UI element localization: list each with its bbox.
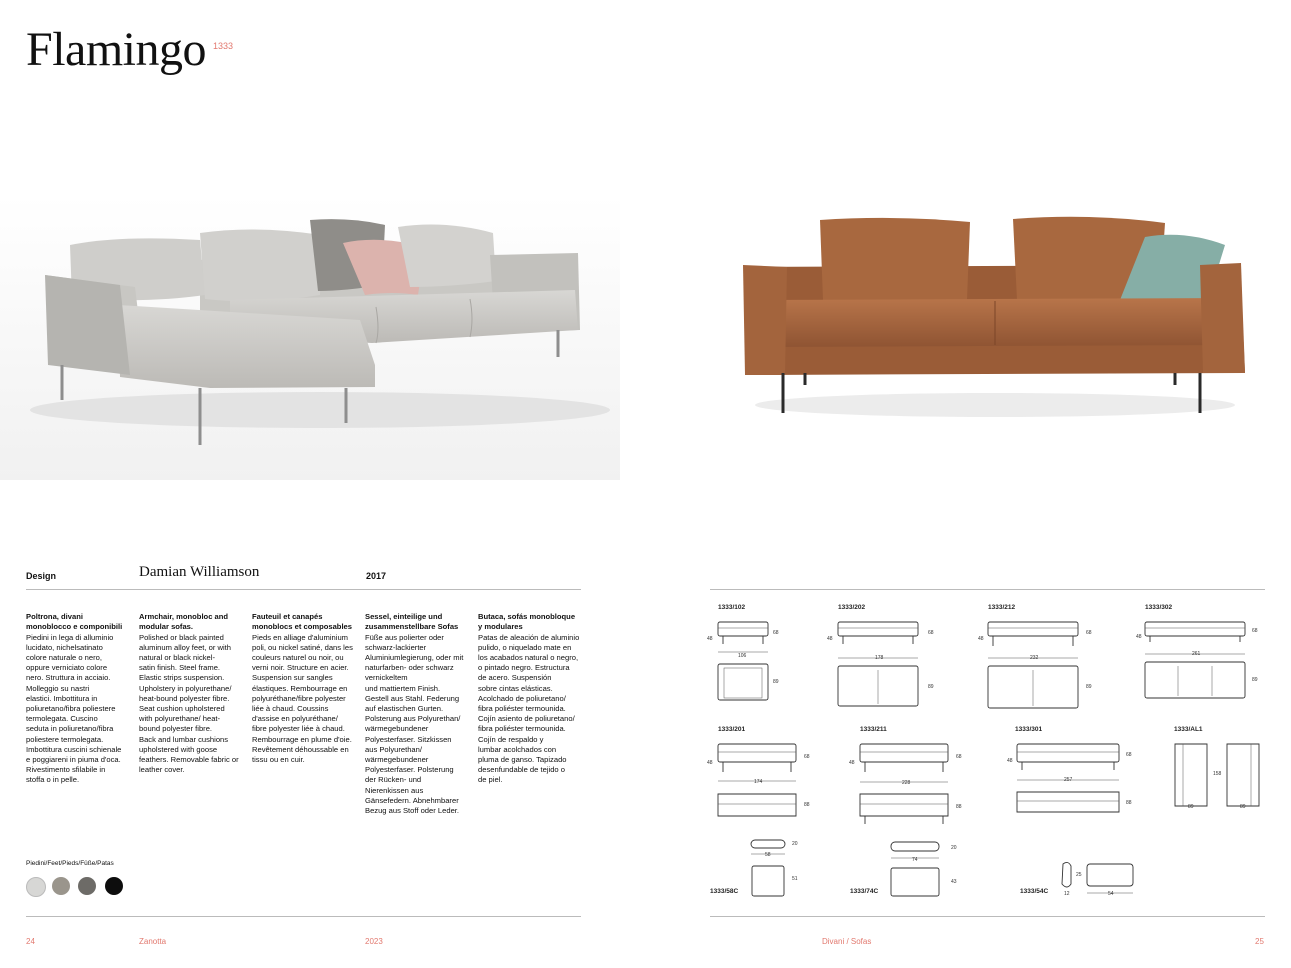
column-heading: Poltrona, divani monoblocco e componibili xyxy=(26,612,123,632)
model-code: 1333/58C xyxy=(710,888,739,895)
design-year: 2017 xyxy=(366,571,387,581)
dim-width: 228 xyxy=(902,780,911,786)
dim-seat-height: 48 xyxy=(1007,758,1013,764)
drawing-1333-302 xyxy=(1145,622,1245,698)
dim-depth: 88 xyxy=(1126,800,1132,806)
dim-width: 178 xyxy=(875,655,884,661)
dim-width: 232 xyxy=(1030,655,1039,661)
column-body: Füße aus polierter oder schwarz-lackierter Aluminiumlegierung, oder mit naturfarben- oder schwarz vernickeltem und mattiertem Finish. Gestell aus Stahl. Federung auf elastischen Gurten. Polsterung aus Polyurethan/ wärmegebundener Polyesterfaser. Sitzkissen aus Polyurethan/ wärmegebundener Polyesterfaser. Polsterung der Rücken- und Nierenkissen aus Gänsefedern. Abnehmbarer Bezug aus Stoff oder Leder. xyxy=(365,632,464,816)
column-body: Patas de aleación de aluminio pulido, o niquelado mate en los acabados natural o negro, o pintado negro. Estructura de acero. Suspensión sobre cintas elásticas. Acolchado de poliuretano/ fibra poliéster termounida. Cojín asiento de poliuretano/ fibra poliéster termounida. Cojín de respaldo y lumbar acolchados con pluma de ganso. Tapizado desenfundable de tejido o de piel. xyxy=(478,632,580,785)
dim-depth: 88 xyxy=(804,802,810,808)
model-code: 1333/102 xyxy=(718,604,746,611)
dim-width: 257 xyxy=(1064,777,1073,783)
catalog-year: 2023 xyxy=(365,937,383,946)
dim-seat-height: 48 xyxy=(707,636,713,642)
grey-sectional-sofa-photo xyxy=(0,195,620,480)
drawing-1333-202 xyxy=(838,622,918,706)
column-body: Polished or black painted aluminum alloy feet, or with natural or black nickel- satin finish. Steel frame. Elastic strips suspension. Upholstery in polyurethane/ heat-bound polyester fibre. Seat cushion upholstered with polyurethane/ heat- bound polyester fibre. Back and lumbar cushions upholstered with goose feathers. Removable fabric or leather cover. xyxy=(139,632,239,775)
dim-seat-height: 48 xyxy=(978,636,984,642)
dim-depth: 51 xyxy=(792,876,798,882)
swatch-nickel-natural xyxy=(52,877,70,895)
divider-right-top xyxy=(710,589,1265,590)
model-code: 1333/54C xyxy=(1020,888,1049,895)
model-code: 1333/202 xyxy=(838,604,866,611)
dim-height: 68 xyxy=(804,754,810,760)
dim-seat-height: 48 xyxy=(827,636,833,642)
column-body: Piedini in lega di alluminio lucidato, nichelsatinato colore naturale o nero, oppure verniciato colore nero. Struttura in acciaio. Molleggio su nastri elastici. Imbottitura in poliuretano/fibra poliestere termolegata. Cuscino seduta in poliuretano/fibra poliestere termolegata. Imbottitura cuscini schienale e poggiareni in piuma d'oca. Rivestimento sfilabile in stoffa o in pelle. xyxy=(26,632,122,785)
description-english xyxy=(139,602,247,775)
divider-left-bottom xyxy=(26,916,581,917)
column-heading: Fauteuil et canapés monoblocs et composables xyxy=(252,612,353,632)
dim-depth: 89 xyxy=(1086,684,1092,690)
dim-width: 54 xyxy=(1108,891,1114,897)
column-heading: Armchair, monobloc and modular sofas. xyxy=(139,612,229,632)
dim-width: 74 xyxy=(912,857,918,863)
dim-height: 68 xyxy=(1126,752,1132,758)
dim-width: 261 xyxy=(1192,651,1201,657)
dim-seat-height: 48 xyxy=(1136,634,1142,640)
divider-left-top xyxy=(26,589,581,590)
dim-depth: 88 xyxy=(956,804,962,810)
dim-height: 20 xyxy=(792,841,798,847)
model-code: 1333/212 xyxy=(988,604,1016,611)
dim-height: 68 xyxy=(928,630,934,636)
dim-width: 89 xyxy=(1240,804,1246,810)
swatch-polished xyxy=(26,877,46,897)
feet-finishes-label: Piedini/Feet/Pieds/Füße/Patas xyxy=(26,860,114,867)
dim-seat-height: 48 xyxy=(707,760,713,766)
dim-height: 68 xyxy=(773,630,779,636)
dim-depth: 89 xyxy=(1252,677,1258,683)
design-label: Design xyxy=(26,571,57,581)
model-code: 1333/201 xyxy=(718,726,746,733)
model-code: 1333/74C xyxy=(850,888,879,895)
dim-width: 58 xyxy=(765,852,771,858)
column-heading: Sessel, einteilige und zusammenstellbare Sofas xyxy=(365,612,459,632)
dim-height: 20 xyxy=(951,845,957,851)
column-heading: Butaca, sofás monobloque y modulares xyxy=(478,612,576,632)
dim-height: 25 xyxy=(1076,872,1082,878)
dim-height: 68 xyxy=(956,754,962,760)
swatch-nickel-black xyxy=(78,877,96,895)
dim-width: 89 xyxy=(1188,804,1194,810)
dim-height: 68 xyxy=(1086,630,1092,636)
drawing-1333-102 xyxy=(718,622,768,700)
column-body: Pieds en alliage d'aluminium poli, ou nickel satiné, dans les couleurs naturel ou noir, ou verni noir. Structure en acier. Suspension sur sangles élastiques. Rembourrage en polyuréthane/fibre polyester liée à chaud. Coussins d'assise en polyuréthane/ fibre polyester liée à chaud. Rembourrage en plume d'oie. Revêtement déhoussable en tissu ou en cuir. xyxy=(252,632,353,765)
dim-depth: 89 xyxy=(773,679,779,685)
dim-height: 68 xyxy=(1252,628,1258,634)
dim-seat-height: 48 xyxy=(849,760,855,766)
dim-width: 174 xyxy=(754,779,763,785)
product-code: 1333 xyxy=(213,41,234,51)
drawing-1333-74c xyxy=(891,842,939,896)
designer-name: Damian Williamson xyxy=(139,564,260,580)
model-code: 1333/301 xyxy=(1015,726,1043,733)
model-code: 1333/302 xyxy=(1145,604,1173,611)
dim-depth: 89 xyxy=(928,684,934,690)
section-name: Divani / Sofas xyxy=(822,937,872,946)
dim-depth: 12 xyxy=(1064,891,1070,897)
model-code: 1333/211 xyxy=(860,726,887,733)
dim-depth: 158 xyxy=(1213,771,1222,777)
model-code: 1333/AL1 xyxy=(1174,726,1203,733)
page-number-right: 25 xyxy=(1255,937,1264,946)
product-title: Flamingo xyxy=(26,23,207,76)
drawing-1333-212 xyxy=(988,622,1078,708)
divider-right-bottom xyxy=(710,916,1265,917)
brand-name: Zanotta xyxy=(139,937,167,946)
description-german xyxy=(365,602,473,816)
technical-drawings xyxy=(705,600,1280,910)
description-italian xyxy=(26,602,134,786)
description-spanish xyxy=(478,602,586,786)
drawing-1333-54c xyxy=(1062,862,1133,893)
brown-leather-sofa-photo xyxy=(705,195,1290,455)
page-number-left: 24 xyxy=(26,937,35,946)
drawing-1333-58c xyxy=(751,840,785,896)
dim-depth: 43 xyxy=(951,879,957,885)
swatch-black xyxy=(105,877,123,895)
description-french xyxy=(252,602,360,765)
dim-width: 106 xyxy=(738,653,747,659)
